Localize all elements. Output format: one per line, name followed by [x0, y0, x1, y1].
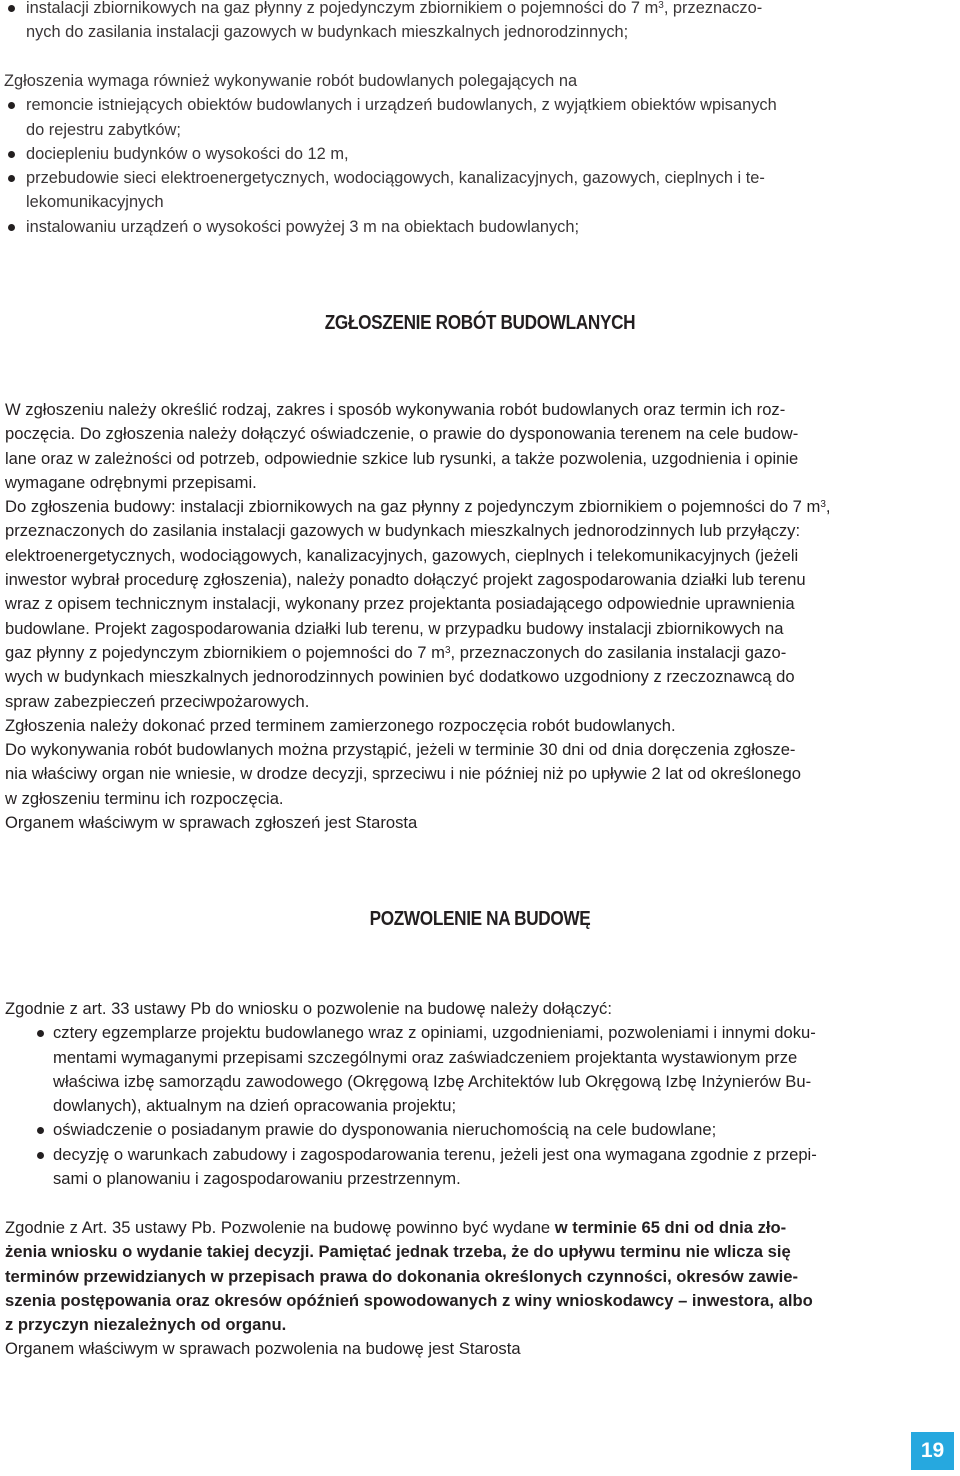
works-section: [4, 69, 960, 239]
art33-intro: Zgodnie z art. 33 ustawy Pb do wniosku o pozwolenie na budowę należy dołączyć:: [5, 999, 612, 1018]
list-item: cztery egzemplarze projektu budowlanego wraz z opiniami, uzgodnieniami, pozwoleniami i innymi doku- mentami wymaganymi przepisami szczególnymi oraz zaświadczeniem projektanta wystawionym prze właściwa izbę samorządu zawodowego (Okręgową Izbę Architektów lub Okręgową Izbę Inżynierów Bu- dowlanych), aktualnym na dzień opracowania projektu;: [5, 1021, 960, 1118]
list-item: oświadczenie o posiadanym prawie do dysponowania nieruchomością na cele budowlane;: [5, 1118, 960, 1142]
bullet-icon: [8, 151, 15, 158]
art35-paragraph: Zgodnie z Art. 35 ustawy Pb. Pozwolenie na budowę powinno być wydane w terminie 65 dni od dnia zło- żenia wniosku o wydanie takiej decyzji. Pamiętać jednak trzeba, że do upływu terminu nie wlicza się terminów przewidzianych w przepisach prawa do dokonania określonych czynności, okresów zawie- szenia postępowania oraz okresów opóźnień spowodowanych z winy wnioskodawcy – inwestora, albo z przyczyn niezależnych od organu. Organem właściwym w sprawach pozwolenia na budowę jest Starosta: [5, 1216, 960, 1362]
bullet-icon: [37, 1152, 44, 1159]
zgloszenie-body: W zgłoszeniu należy określić rodzaj, zakres i sposób wykonywania robót budowlanych oraz termin ich roz- poczęcia. Do zgłoszenia należy dołączyć oświadczenie, o prawie do dysponowania terenem na cele budow- lane oraz w zależności od potrzeb, odpowiednie szkice lub rysunki, a także pozwolenia, uzgodnienia i opinie wymagane odrębnymi przepisami. Do zgłoszenia budowy: instalacji zbiornikowych na gaz płynny z pojedynczym zbiornikiem o pojemności do 7 $m^3$, przeznaczonych do zasilania instalacji gazowych w budynkach mieszkalnych jednorodzinnych lub przyłączy: elektroenergetycznych, wodociągowych, kanalizacyjnych, gazowych, cieplnych i telekomunikacyjnych (jeżeli inwestor wybrał procedurę zgłoszenia), należy ponadto dołączyć projekt zagospodarowania działki lub terenu wraz z opisem technicznym instalacji, wykonany przez projektanta posiadającego odpowiednie uprawnienia budowlane. Projekt zagospodarowania działki lub terenu, w przypadku budowy instalacji zbiornikowych na gaz płynny z pojedynczym zbiornikiem o pojemności do 7 $m^3$, przeznaczonych do zasilania instalacji gazo- wych w budynkach mieszkalnych jednorodzinnych powinien być dodatkowo uzgodniony z rzeczoznawcą do spraw zabezpieczeń przeciwpożarowych. Zgłoszenia należy dokonać przed terminem zamierzonego rozpoczęcia robót budowlanych. Do wykonywania robót budowlanych można przystąpić, jeżeli w terminie 30 dni od dnia doręczenia zgłosze- nia właściwy organ nie wniesie, w drodze decyzji, sprzeciwu i nie później niż po upływie 2 lat od określonego w zgłoszeniu terminu ich rozpoczęcia. Organem właściwym w sprawach zgłoszeń jest Starosta: [5, 398, 960, 835]
pozwolenie-body: [5, 997, 960, 1191]
works-intro: Zgłoszenia wymaga również wykonywanie robót budowlanych polegających na: [4, 72, 578, 90]
bullet-icon: [8, 5, 15, 12]
list-item: remoncie istniejących obiektów budowlanych i urządzeń budowlanych, z wyjątkiem obiektów wpisanych do rejestru zabytków;: [4, 93, 960, 142]
page-number-badge: 19: [911, 1432, 954, 1470]
bullet-icon: [37, 1030, 44, 1037]
section-heading-pozwolenie: POZWOLENIE NA BUDOWĘ: [369, 908, 591, 930]
organ-pozwolenie: Organem właściwym w sprawach pozwolenia na budowę jest Starosta: [5, 1339, 521, 1359]
bullet-icon: [8, 175, 15, 182]
list-item: dociepleniu budynków o wysokości do 12 m,: [4, 142, 960, 166]
bullet-icon: [37, 1127, 44, 1134]
bullet-icon: [8, 224, 15, 231]
organ-zgloszenie: Organem właściwym w sprawach zgłoszeń jest Starosta: [5, 813, 418, 833]
top-list: [4, 0, 960, 45]
bullet-icon: [8, 102, 15, 109]
list-item: instalacji zbiornikowych na gaz płynny z pojedynczym zbiornikiem o pojemności do 7 $m^3$, przeznaczo- nych do zasilania instalacji gazowych w budynkach mieszkalnych jednorodzinnych;: [4, 0, 960, 45]
section-heading-zgloszenie: ZGŁOSZENIE ROBÓT BUDOWLANYCH: [324, 312, 636, 334]
list-item: przebudowie sieci elektroenergetycznych, wodociągowych, kanalizacyjnych, gazowych, cieplnych i te- lekomunikacyjnych: [4, 166, 960, 215]
list-item: instalowaniu urządzeń o wysokości powyżej 3 m na obiektach budowlanych;: [4, 215, 960, 239]
list-item: decyzję o warunkach zabudowy i zagospodarowania terenu, jeżeli jest ona wymagana zgodnie z przepi- sami o planowaniu i zagospodarowaniu przestrzennym.: [5, 1143, 960, 1192]
